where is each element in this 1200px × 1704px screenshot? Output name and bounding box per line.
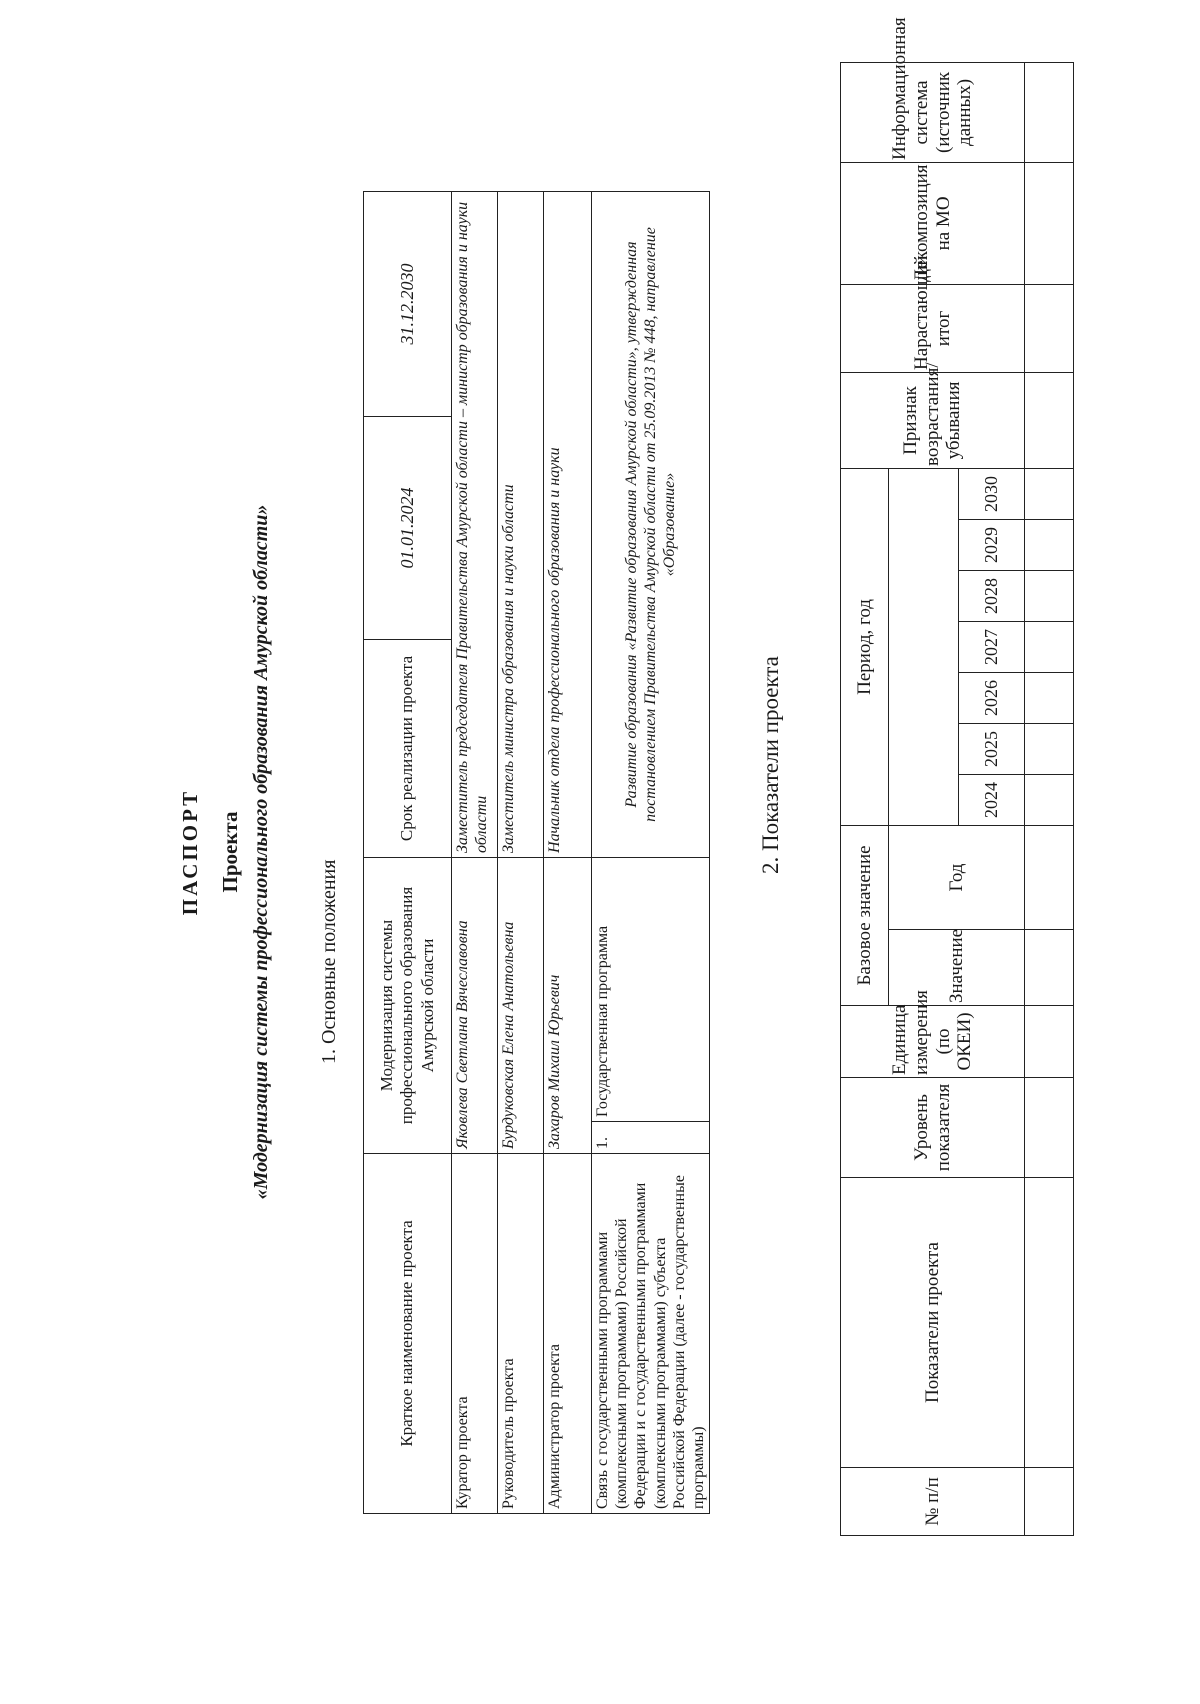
curator-label: Куратор проекта — [452, 1154, 498, 1514]
start-date: 01.01.2024 — [364, 416, 452, 639]
col-year: 2027 — [959, 621, 1025, 672]
table-row — [1025, 62, 1074, 1535]
short-name-value: Модернизация системы профессионального образования Амурской области — [364, 857, 452, 1153]
passport-title: ПАСПОРТ — [178, 788, 202, 916]
table-row — [364, 191, 452, 1513]
leader-position: Заместитель министра образования и науки области — [498, 191, 544, 857]
col-info-system: Информационная система (источник данных) — [841, 62, 1025, 162]
table-row — [452, 191, 498, 1513]
admin-position: Начальник отдела профессионального образования и науки — [544, 191, 592, 857]
main-provisions-table — [363, 191, 710, 1514]
col-cumulative: Нарастающий итог — [841, 284, 1025, 372]
admin-label: Администратор проекта — [544, 1154, 592, 1514]
program-value: Развитие образования «Развитие образования Амурской области», утвержденная постановлением Правительства Амурской области от 25.09.2013 № 448, направление «Образование» — [592, 191, 710, 857]
col-base-year: Год — [889, 825, 1025, 929]
col-period: Период, год — [841, 468, 889, 825]
col-indicator: Показатели проекта — [841, 1178, 1025, 1468]
col-number: № п/п — [841, 1468, 1025, 1536]
col-year: 2028 — [959, 570, 1025, 621]
col-year: 2026 — [959, 672, 1025, 723]
col-year: 2029 — [959, 519, 1025, 570]
project-name: «Модернизация системы профессионального образования Амурской области» — [250, 504, 272, 1200]
admin-person: Захаров Михаил Юрьевич — [544, 857, 592, 1153]
leader-person: Бурдуковская Елена Анатольевна — [498, 857, 544, 1153]
table-row — [498, 191, 544, 1513]
table-row — [841, 62, 889, 1535]
program-number: 1. — [592, 1122, 710, 1154]
col-decomposition: Декомпозиция на МО — [841, 162, 1025, 284]
document-subtitle: Проекта — [218, 811, 242, 893]
col-year: 2030 — [959, 468, 1025, 519]
col-year: 2024 — [959, 774, 1025, 825]
table-row — [592, 191, 710, 1513]
col-base-value: Значение — [889, 930, 1025, 1006]
project-indicators-table — [840, 17, 1074, 1536]
end-date: 31.12.2030 — [364, 191, 452, 416]
term-label: Срок реализации проекта — [364, 639, 452, 857]
col-base: Базовое значение — [841, 825, 889, 1005]
curator-position: Заместитель председателя Правительства Амурской области – министр образования и науки области — [452, 191, 498, 857]
curator-person: Яковлева Светлана Вячеславовна — [452, 857, 498, 1153]
col-level: Уровень показателя — [841, 1078, 1025, 1178]
program-type: Государственная программа — [592, 857, 710, 1121]
section-2-heading: 2. Показатели проекта — [758, 656, 783, 874]
col-unit: Единица измерения (по ОКЕИ) — [841, 1006, 1025, 1078]
period-spacer — [889, 468, 959, 825]
leader-label: Руководитель проекта — [498, 1154, 544, 1514]
table-row — [544, 191, 592, 1513]
short-name-label: Краткое наименование проекта — [364, 1154, 452, 1514]
col-sign: Признак возрастания/убывания — [841, 372, 1025, 468]
section-1-heading: 1. Основные положения — [318, 859, 340, 1064]
program-link-label: Связь с государственными программами (комплексными программами) Российской Федерации и с государственными программами (комплексными программами) субъекта Российской Федерации (далее - государственные программы) — [592, 1154, 710, 1514]
col-year: 2025 — [959, 723, 1025, 774]
